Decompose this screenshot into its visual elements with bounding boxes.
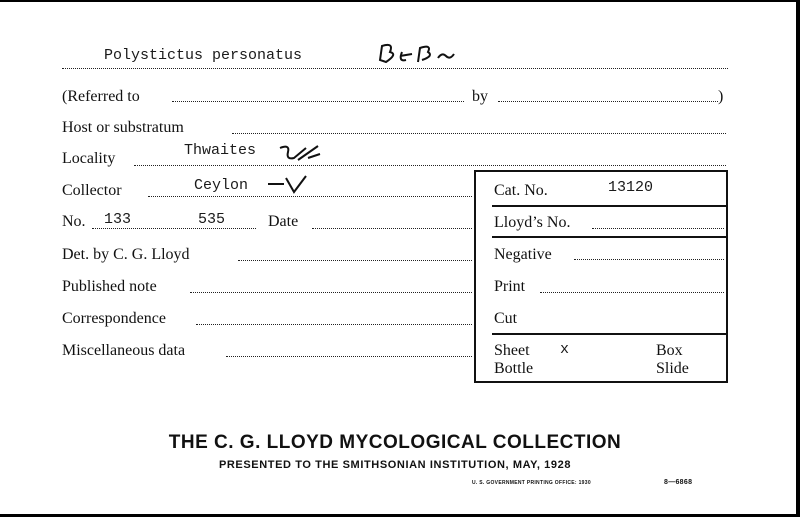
collector-value: Ceylon [194, 177, 249, 194]
lloyds-number-rule [492, 236, 726, 238]
determined-by-field[interactable] [238, 260, 472, 261]
catalog-number-rule [492, 205, 726, 207]
miscellaneous-label: Miscellaneous data [62, 342, 186, 359]
form-number: 8—6868 [664, 479, 693, 486]
negative-label: Negative [494, 246, 552, 263]
referred-by-field[interactable] [498, 101, 718, 102]
species-underline [62, 68, 728, 69]
locality-check-mark [276, 140, 326, 168]
collection-subtitle: PRESENTED TO THE SMITHSONIAN INSTITUTION, MAY, 1928 [218, 459, 572, 471]
cut-rule [492, 333, 726, 335]
lloyds-number-label: Lloyd’s No. [494, 214, 571, 231]
box-right-border [726, 170, 728, 382]
sheet-label: Sheet [494, 342, 530, 359]
host-field[interactable] [232, 133, 726, 134]
referred-to-label: (Referred to [62, 88, 140, 105]
collector-label: Collector [62, 182, 122, 199]
lloyds-number-field[interactable] [592, 228, 724, 229]
catalog-number-value: 13120 [608, 179, 654, 196]
box-bottom-border [474, 381, 728, 383]
collector-field[interactable] [148, 196, 472, 197]
locality-label: Locality [62, 150, 116, 167]
collector-check-mark [266, 170, 310, 196]
correspondence-field[interactable] [196, 324, 472, 325]
by-label: by [472, 88, 488, 105]
number-value-2: 535 [198, 211, 226, 228]
miscellaneous-field[interactable] [226, 356, 472, 357]
determined-by-label: Det. by C. G. Lloyd [62, 246, 190, 263]
scan-edge-top [0, 0, 800, 2]
locality-value: Thwaites [184, 142, 257, 159]
box-top-border [474, 170, 728, 172]
number-value-1: 133 [104, 211, 132, 228]
catalog-number-label: Cat. No. [494, 182, 548, 199]
referred-to-field[interactable] [172, 101, 464, 102]
sheet-mark: x [560, 341, 570, 358]
scan-edge-right [796, 0, 800, 517]
bottle-label: Bottle [494, 360, 534, 377]
slide-label: Slide [656, 360, 689, 377]
species-name: Polystictus personatus [104, 47, 303, 64]
number-field[interactable] [92, 228, 256, 229]
collection-title: THE C. G. LLOYD MYCOLOGICAL COLLECTION [168, 432, 622, 453]
print-field[interactable] [540, 292, 724, 293]
published-note-label: Published note [62, 278, 157, 295]
negative-field[interactable] [574, 259, 724, 260]
close-paren: ) [718, 88, 724, 105]
box-left-border [474, 170, 476, 382]
print-label: Print [494, 278, 526, 295]
correspondence-label: Correspondence [62, 310, 166, 327]
locality-field[interactable] [134, 165, 726, 166]
cut-label: Cut [494, 310, 518, 327]
handwritten-author-citation [372, 40, 462, 70]
date-field[interactable] [312, 228, 472, 229]
printer-note: U. S. GOVERNMENT PRINTING OFFICE: 1930 [472, 480, 591, 486]
number-label: No. [62, 213, 86, 230]
host-label: Host or substratum [62, 119, 184, 136]
box-label: Box [656, 342, 683, 359]
date-label: Date [268, 213, 299, 230]
published-note-field[interactable] [190, 292, 472, 293]
